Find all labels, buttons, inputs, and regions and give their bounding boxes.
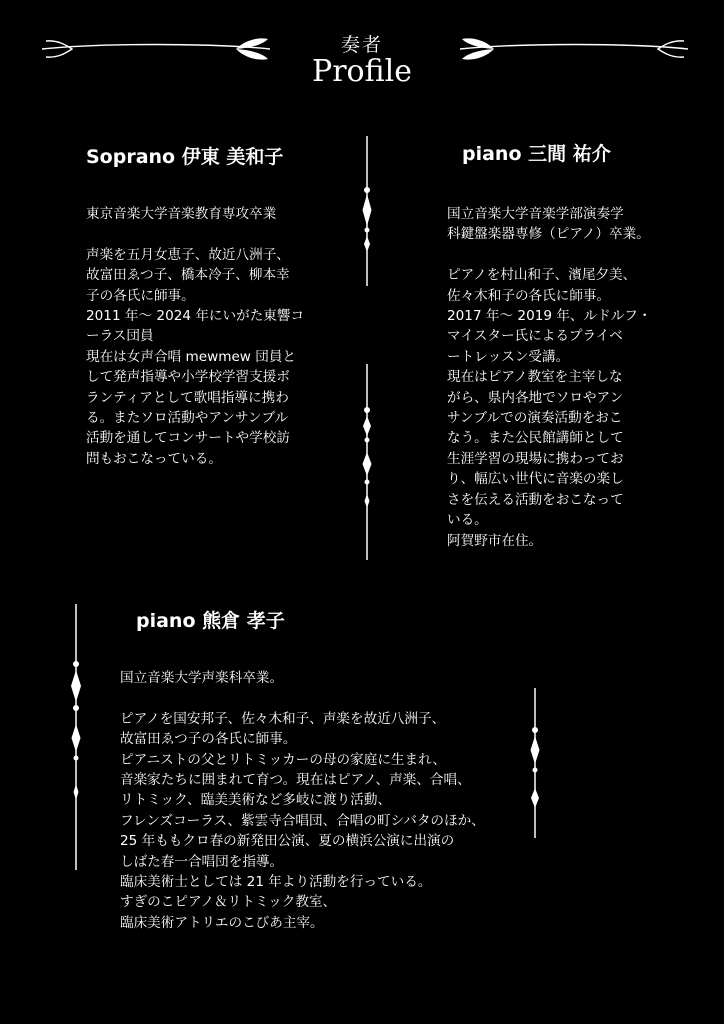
section-title-japanese: 奏者 xyxy=(340,34,383,56)
vertical-divider-ornament xyxy=(68,604,84,870)
performer-1-name: Soprano 伊東 美和子 xyxy=(86,146,284,168)
performer-2-name: piano 三間 祐介 xyxy=(462,143,611,165)
performer-3-name: piano 熊倉 孝子 xyxy=(136,610,285,632)
vertical-divider-ornament xyxy=(359,136,375,286)
performer-3-bio: 国立音楽大学声楽科卒業。 ピアノを国安邦子、佐々木和子、声楽を故近八洲子、 故富田ゑつ子の各氏に師事。 ピアニストの父とリトミッカーの母の家庭に生まれ、 音楽家たちに囲まれて育つ。現在はピアノ、声楽、合唱、 リトミック、臨美美術など多岐に渡り活動、 フレンズコーラス、紫雲寺合唱団、合唱の町シバタのほか、 25 年ももクロ春の新発田公演、夏の横浜公演に出演の しばた春一合唱団を指導。 臨床美術士としては 21 年より活動を行っている。 すぎのこピアノ＆リトミック教室、 臨床美術アトリエのこびあ主宰。 xyxy=(120,670,485,931)
performer-1-bio: 東京音楽大学音楽教育専攻卒業 声楽を五月女恵子、故近八洲子、 故富田ゑつ子、橋本冷子、柳本幸 子の各氏に師事。 2011 年〜 2024 年にいがた東響コ ーラス団員 現在は女声合唱 mewmew 団員と して発声指導や小学校学習支援ボ ランティアとして歌唱指導に携わ る。またソロ活動やアンサンブル 活動を通してコンサートや学校訪 問もおこなっている。 xyxy=(86,206,305,467)
performer-2-bio: 国立音楽大学音楽学部演奏学 科鍵盤楽器専修（ピアノ）卒業。 ピアノを村山和子、濱尾夕美、 佐々木和子の各氏に師事。 2017 年〜 2019 年、ルドルフ・ マイスター氏によるプライベ ートレッスン受講。 現在はピアノ教室を主宰しな がら、県内各地でソロやアン サンブルでの演奏活動をおこ なう。また公民館講師として 生涯学習の現場に携わってお り、幅広い世代に音楽の楽し さを伝える活動をおこなって いる。 阿賀野市在住。 xyxy=(447,206,652,549)
vertical-divider-ornament xyxy=(527,688,543,838)
vertical-divider-ornament xyxy=(359,364,375,560)
section-title-profile: Profile xyxy=(312,54,412,89)
